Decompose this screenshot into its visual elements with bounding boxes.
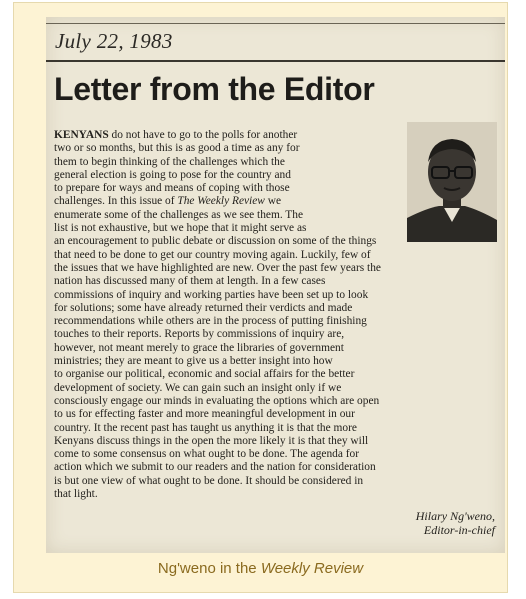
body-line: action which we submit to our readers and the nation for consideration	[54, 461, 376, 474]
body-line: however, not meant merely to grace the libraries of government	[54, 341, 344, 354]
clipping-date: July 22, 1983	[55, 29, 173, 53]
body-line: KENYANS do not have to go to the polls for another	[54, 129, 298, 141]
caption-text: Ng'weno in the	[157, 560, 261, 577]
caption-publication: Weekly Review	[260, 560, 364, 577]
signature-name: Hilary Ng'weno,	[415, 509, 495, 523]
body-line: two or so months, but this is as good a time as any for	[54, 142, 300, 155]
body-line: Kenyans discuss things in the open the more likely it is that they will	[54, 434, 369, 447]
body-line: that need to be done to get our country moving again. Luckily, few of	[54, 248, 371, 261]
figure-frame	[13, 2, 508, 593]
signature-title: Editor-in-chief	[423, 523, 495, 537]
body-line: touches to their reports. Reports by commissions of inquiry are,	[54, 328, 345, 341]
body-line: the issues that we have highlighted are new. Over the past few years the	[54, 261, 381, 274]
headline: Letter from the Editor	[54, 71, 375, 107]
body-line: that light.	[54, 488, 98, 501]
body-line: for solutions; some have already returned their verdicts and made	[54, 301, 353, 314]
top-rule	[46, 23, 505, 24]
body-line: an encouragement to public debate or discussion on some of the things	[54, 235, 377, 248]
body-line: to us for effecting faster and more meaningful development in our	[54, 408, 355, 421]
body-line: to prepare for ways and means of coping with those	[54, 182, 290, 195]
body-line: development of society. We can gain such an insight only if we	[54, 381, 342, 394]
body-line: to organise our political, economic and social affairs for the better	[54, 368, 355, 381]
body-line: nation has discussed many of them at length. In a few cases	[54, 275, 326, 288]
body-line: list is not exhaustive, but we hope that it might serve as	[54, 222, 307, 235]
heading-rule	[46, 60, 505, 62]
body-line: consciously engage our minds in evaluating the options which are open	[54, 394, 380, 407]
body-line: them to begin thinking of the challenges which the	[54, 155, 285, 168]
newspaper-clipping	[46, 17, 505, 553]
body-line: enumerate some of the challenges as we see them. The	[54, 208, 304, 221]
lead-word: KENYANS	[54, 129, 109, 141]
body-line: ministries; they are meant to give us a better insight into how	[54, 355, 333, 368]
body-line: challenges. In this issue of The Weekly Review we	[54, 195, 282, 208]
letter-body	[54, 129, 499, 501]
figure-caption	[14, 560, 507, 577]
body-line: recommendations while others are in the process of putting finishing	[54, 315, 367, 328]
body-line: commissions of inquiry and working parties have been set up to look	[54, 288, 369, 301]
signature	[416, 509, 495, 537]
body-line: is but one view of what ought to be done. It should be considered in	[54, 474, 364, 487]
body-line: general election is going to pose for the country and	[54, 168, 291, 181]
publication-name: The Weekly Review	[177, 195, 265, 208]
body-line: come to some consensus on what ought to be done. The agenda for	[54, 448, 360, 461]
body-line: country. It the recent past has taught us anything it is that the more	[54, 421, 357, 434]
